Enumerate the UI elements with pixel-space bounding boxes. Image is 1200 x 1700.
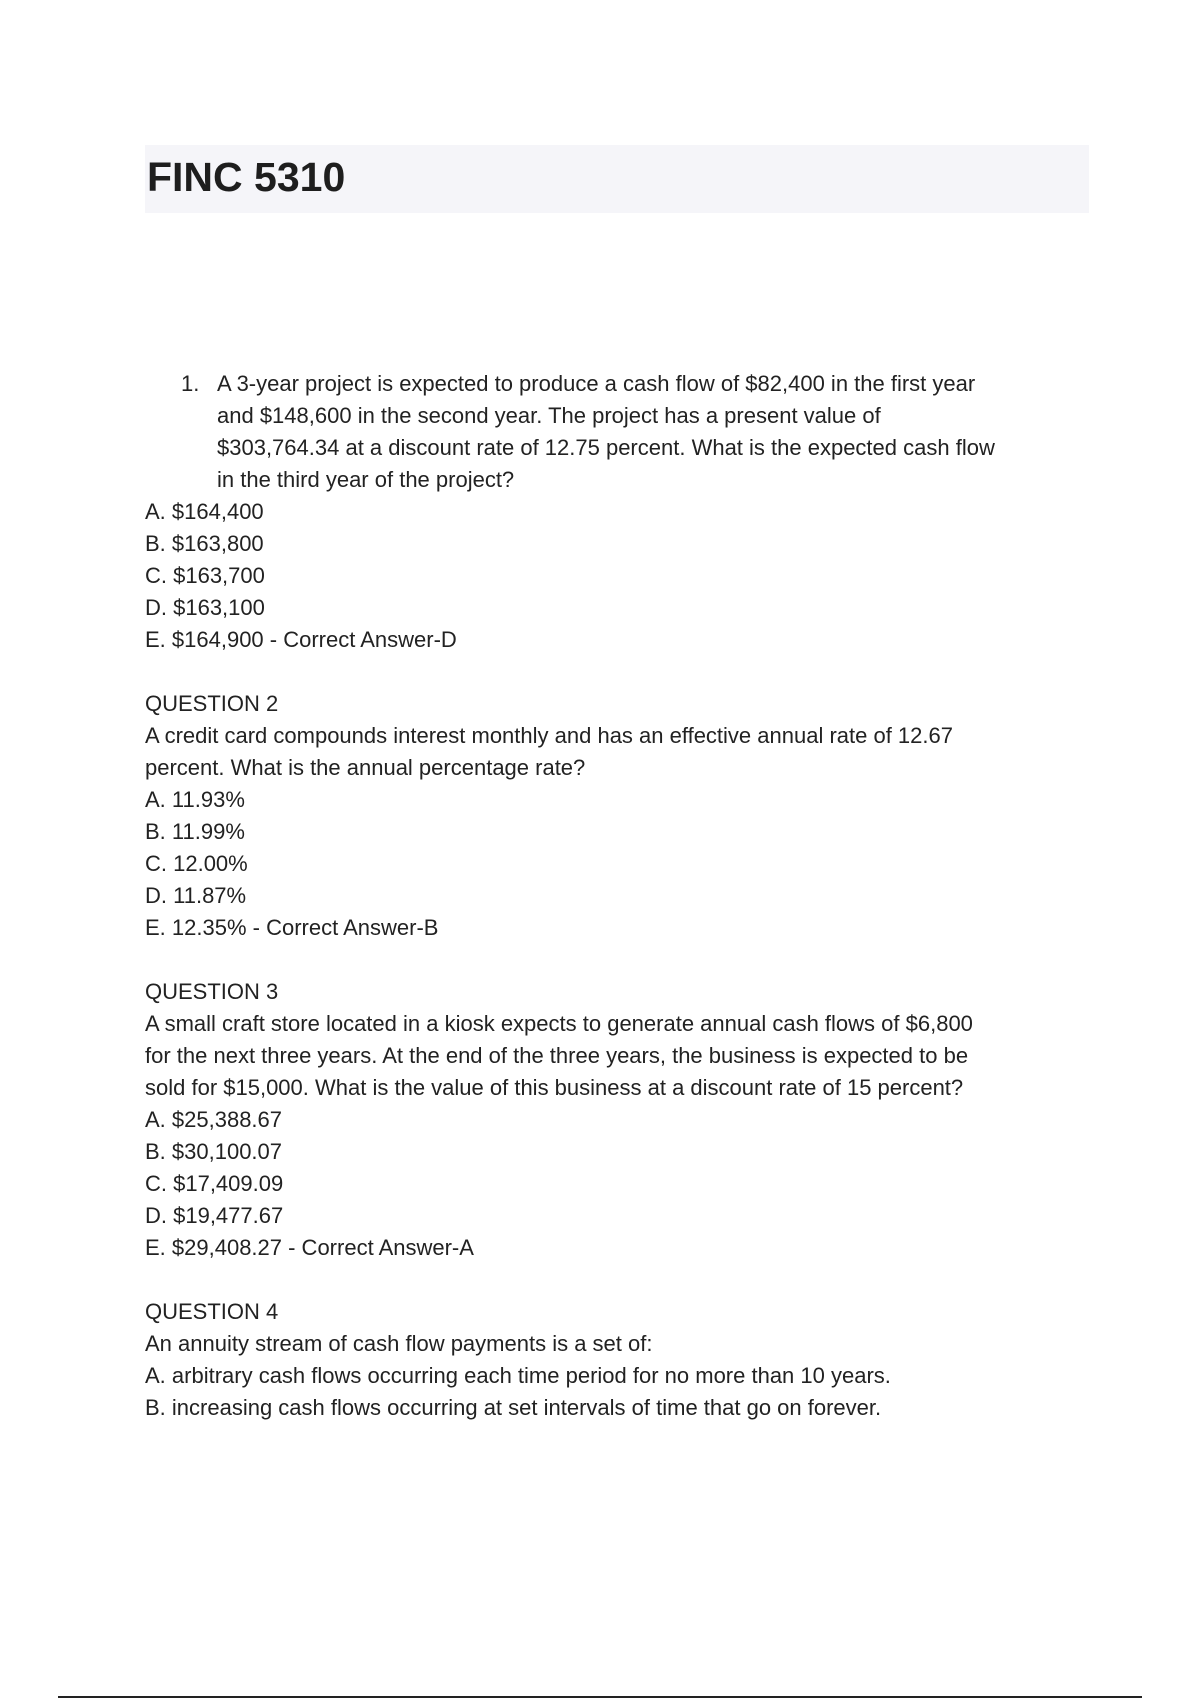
- question-2-option-c: C. 12.00%: [145, 851, 248, 876]
- question-2-block: [145, 688, 1085, 944]
- question-2-line: percent. What is the annual percentage rate?: [145, 755, 586, 780]
- question-2-option-d: D. 11.87%: [145, 883, 247, 908]
- question-4-option-b: B. increasing cash flows occurring at set intervals of time that go on forever.: [145, 1395, 882, 1420]
- question-4-block: [145, 1296, 1085, 1424]
- question-1-option-b: B. $163,800: [145, 531, 264, 556]
- spacer: [145, 656, 1085, 688]
- question-2-line: A credit card compounds interest monthly and has an effective annual rate of 12.67: [145, 723, 953, 748]
- document-title: FINC 5310: [147, 154, 346, 200]
- spacer: [145, 944, 1085, 976]
- question-3-option-b: B. $30,100.07: [145, 1139, 283, 1164]
- question-1-option-c: C. $163,700: [145, 563, 265, 588]
- question-2-option-b: B. 11.99%: [145, 819, 245, 844]
- question-1-line: $303,764.34 at a discount rate of 12.75 percent. What is the expected cash flow: [217, 435, 995, 460]
- question-3-option-a: A. $25,388.67: [145, 1107, 283, 1132]
- question-1-option-a: A. $164,400: [145, 499, 264, 524]
- question-3-line: for the next three years. At the end of the three years, the business is expected to be: [145, 1043, 969, 1068]
- question-1-option-d: D. $163,100: [145, 595, 265, 620]
- question-3-heading: QUESTION 3: [145, 979, 279, 1004]
- question-1-line: and $148,600 in the second year. The project has a present value of: [217, 403, 881, 428]
- document-body: [145, 368, 1085, 1424]
- question-3-block: [145, 976, 1085, 1264]
- question-2-heading: QUESTION 2: [145, 691, 279, 716]
- question-3-line: sold for $15,000. What is the value of this business at a discount rate of 15 percent?: [145, 1075, 964, 1100]
- title-banner: [145, 145, 1089, 213]
- question-1-line: A 3-year project is expected to produce a cash flow of $82,400 in the first year: [217, 371, 976, 396]
- question-4-option-a: A. arbitrary cash flows occurring each time period for no more than 10 years.: [145, 1363, 891, 1388]
- question-4-heading: QUESTION 4: [145, 1299, 279, 1324]
- footer-divider: [58, 1696, 1142, 1698]
- question-1-line: in the third year of the project?: [217, 467, 515, 492]
- question-2-option-e: E. 12.35% - Correct Answer-B: [145, 915, 439, 940]
- spacer: [145, 1264, 1085, 1296]
- question-1-prompt: [181, 368, 1085, 496]
- question-1-option-e: E. $164,900 - Correct Answer-D: [145, 627, 457, 652]
- question-1-options: [145, 496, 1085, 656]
- question-4-line: An annuity stream of cash flow payments is a set of:: [145, 1331, 653, 1356]
- question-2-option-a: A. 11.93%: [145, 787, 245, 812]
- question-3-option-c: C. $17,409.09: [145, 1171, 284, 1196]
- question-3-option-e: E. $29,408.27 - Correct Answer-A: [145, 1235, 474, 1260]
- question-1-text: [217, 368, 1077, 496]
- question-3-option-d: D. $19,477.67: [145, 1203, 284, 1228]
- question-1-number: 1.: [181, 371, 200, 396]
- question-3-line: A small craft store located in a kiosk expects to generate annual cash flows of $6,800: [145, 1011, 973, 1036]
